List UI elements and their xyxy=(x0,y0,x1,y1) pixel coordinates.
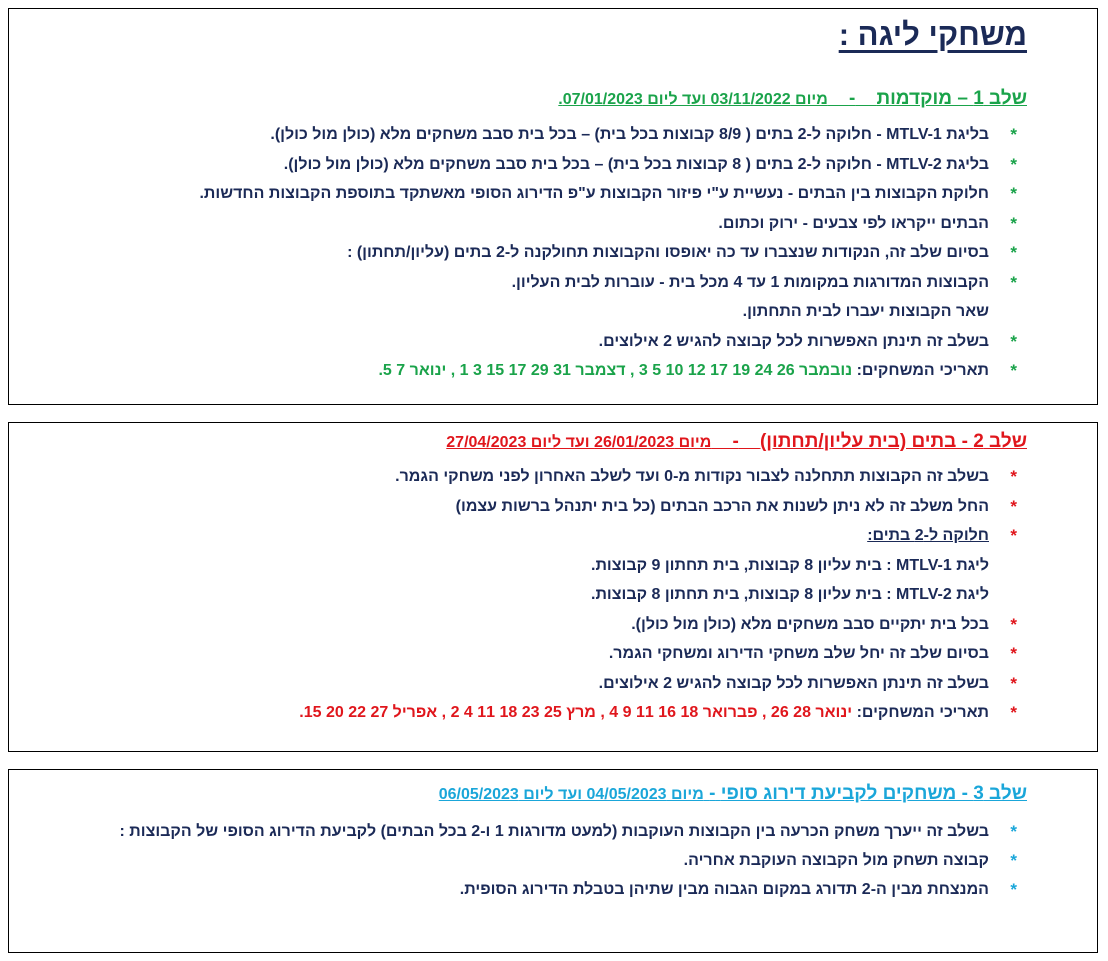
list-item-text: המנצחת מבין ה-2 תדורג במקום הגבוה מבין שתיהן בטבלת הדירוג הסופית. xyxy=(459,881,989,898)
stage3-heading-title: שלב 3 - משחקים לקביעת דירוג סופי xyxy=(720,783,1027,804)
bullet-star: * xyxy=(1010,496,1017,516)
list-item xyxy=(9,268,1097,298)
bullet-star: * xyxy=(1010,125,1017,144)
bullet-star: * xyxy=(1010,361,1017,380)
list-item xyxy=(9,639,1097,669)
bullet-star: * xyxy=(1010,467,1017,486)
list-item xyxy=(9,209,1097,239)
bullet-star: * xyxy=(1010,880,1017,899)
list-item xyxy=(9,150,1097,180)
bullet-star: * xyxy=(1010,331,1017,351)
list-item xyxy=(9,521,1097,551)
dates-label: תאריכי המשחקים: xyxy=(856,362,989,379)
stage3-box xyxy=(8,769,1098,953)
game-dates: נובמבר 26 24 19 17 12 10 5 3 , דצמבר 31 29 17 15 3 1 , ינואר 7 5. xyxy=(378,362,853,379)
bullet-star: * xyxy=(1010,184,1017,203)
list-item-continuation xyxy=(9,297,1097,327)
list-item-text: הבתים ייקראו לפי צבעים - ירוק וכתום. xyxy=(718,214,989,232)
bullet-star: * xyxy=(1010,213,1017,233)
stage2-list xyxy=(9,462,1097,728)
stage1-list xyxy=(9,120,1097,386)
game-dates: ינואר 28 26 , פברואר 18 16 11 9 4 , מרץ 25 23 18 11 4 2 , אפריל 27 22 20 15. xyxy=(299,704,853,721)
list-item-text: בליגת MTLV-2 - חלוקה ל-2 בתים ( 8 קבוצות בכל בית) – בכל בית סבב משחקים מלא (כולן מול כולן). xyxy=(283,155,989,173)
bullet-star: * xyxy=(1010,822,1017,841)
stage2-box xyxy=(8,422,1098,752)
stage1-heading xyxy=(9,85,1097,114)
bullet-star: * xyxy=(1010,673,1017,693)
list-item-text: שאר הקבוצות יעברו לבית התחתון. xyxy=(742,303,989,320)
stage3-list xyxy=(9,817,1097,904)
list-item-text: בכל בית יתקיים סבב משחקים מלא (כולן מול כולן). xyxy=(631,615,989,633)
list-item xyxy=(9,462,1097,492)
stage1-date-range: מיום 03/11/2022 ועד ליום 07/01/2023. xyxy=(558,91,828,108)
list-item xyxy=(9,238,1097,268)
list-item-text: בשלב זה הקבוצות תתחלנה לצבור נקודות מ-0 ועד לשלב האחרון לפני משחקי הגמר. xyxy=(395,468,989,485)
list-item xyxy=(9,179,1097,209)
list-item-dates xyxy=(9,356,1097,386)
stage2-heading xyxy=(9,428,1097,457)
list-item-continuation xyxy=(9,580,1097,610)
bullet-star: * xyxy=(1010,851,1017,870)
list-item-text: בשלב זה תינתן האפשרות לכל קבוצה להגיש 2 אילוצים. xyxy=(598,332,989,350)
bullet-star: * xyxy=(1010,644,1017,663)
list-item-text: בשלב זה תינתן האפשרות לכל קבוצה להגיש 2 אילוצים. xyxy=(598,674,989,692)
list-item xyxy=(9,875,1097,904)
list-item-text: החל משלב זה לא ניתן לשנות את הרכב הבתים (כל בית יתנהל ברשות עצמו) xyxy=(455,497,989,515)
list-item-text: קבוצה תשחק מול הקבוצה העוקבת אחריה. xyxy=(683,852,989,869)
page-title: משחקי ליגה : xyxy=(838,17,1027,52)
stage2-date-range: מיום 26/01/2023 ועד ליום 27/04/2023 xyxy=(446,434,712,451)
list-item xyxy=(9,610,1097,640)
stage1-box xyxy=(8,8,1098,405)
stage3-heading-dash: - xyxy=(709,783,716,804)
list-item-text: בשלב זה ייערך משחק הכרעה בין הקבוצות העוקבות (למעט מדורגות 1 ו-2 בכל הבתים) לקביעת הדירוג הסופי של הקבוצות : xyxy=(119,823,989,840)
bullet-star: * xyxy=(1010,243,1017,262)
list-item xyxy=(9,327,1097,357)
stage1-heading-title: שלב 1 – מוקדמות xyxy=(876,88,1027,109)
list-item-text: הקבוצות המדורגות במקומות 1 עד 4 מכל בית - עוברות לבית העליון. xyxy=(511,273,989,291)
list-item xyxy=(9,669,1097,699)
list-item-text: ליגת MTLV-1 : בית עליון 8 קבוצות, בית תחתון 9 קבוצות. xyxy=(591,556,989,574)
list-item-dates xyxy=(9,698,1097,728)
stage1-heading-dash: - xyxy=(848,88,856,109)
list-item xyxy=(9,492,1097,522)
bullet-star: * xyxy=(1010,272,1017,292)
list-item-text: חלוקה ל-2 בתים: xyxy=(867,527,989,544)
list-item-text: חלוקת הקבוצות בין הבתים - נעשיית ע"י פיזור הקבוצות ע"פ הדירוג הסופי מאשתקד בתוספת הקבוצות החדשות. xyxy=(199,185,989,202)
dates-label: תאריכי המשחקים: xyxy=(856,704,989,721)
stage3-date-range: מיום 04/05/2023 ועד ליום 06/05/2023 xyxy=(438,786,704,803)
bullet-star: * xyxy=(1010,154,1017,174)
list-item xyxy=(9,120,1097,150)
list-item-text: בליגת MTLV-1 - חלוקה ל-2 בתים ( 8/9 קבוצות בכל בית) – בכל בית סבב משחקים מלא (כולן מול כולן). xyxy=(270,126,989,143)
stage2-heading-title: שלב 2 - בתים (בית עליון/תחתון) xyxy=(759,431,1027,452)
bullet-star: * xyxy=(1010,614,1017,634)
stage2-heading-dash: - xyxy=(732,431,739,452)
list-item-text: בסיום שלב זה, הנקודות שנצברו עד כה יאופסו והקבוצות תחולקנה ל-2 בתים (עליון/תחתון) : xyxy=(347,244,989,261)
list-item xyxy=(9,846,1097,875)
list-item xyxy=(9,817,1097,846)
stage3-heading xyxy=(9,780,1097,809)
list-item-continuation xyxy=(9,551,1097,581)
list-item-text: בסיום שלב זה יחל שלב משחקי הדירוג ומשחקי הגמר. xyxy=(608,645,989,662)
list-item-text: ליגת MTLV-2 : בית עליון 8 קבוצות, בית תחתון 8 קבוצות. xyxy=(591,586,989,603)
bullet-star: * xyxy=(1010,526,1017,545)
bullet-star: * xyxy=(1010,703,1017,722)
